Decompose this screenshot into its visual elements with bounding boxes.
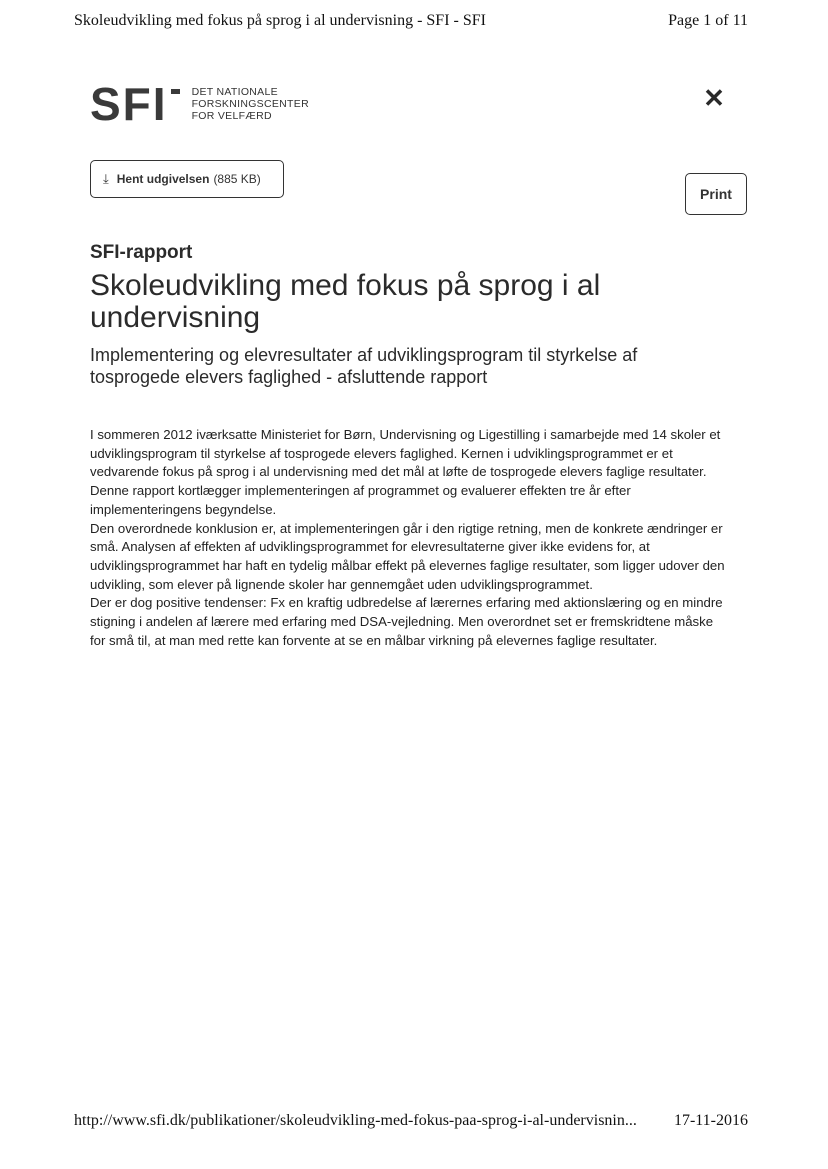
report-type: SFI-rapport <box>90 242 193 263</box>
print-footer-date: 17-11-2016 <box>673 1112 748 1129</box>
download-button[interactable] <box>90 160 284 198</box>
logo-bar <box>171 89 180 94</box>
download-icon: ⤓ <box>103 171 109 186</box>
print-header-page: Page 1 of 11 <box>668 12 748 29</box>
print-footer-url: http://www.sfi.dk/publikationer/skoleudvikling-med-fokus-paa-sprog-i-al-undervisnin... <box>74 1112 637 1129</box>
page-title: Skoleudvikling med fokus på sprog i al undervisning <box>90 269 601 334</box>
print-header-title: Skoleudvikling med fokus på sprog i al undervisning - SFI - SFI <box>74 12 486 29</box>
logo-text <box>192 86 309 122</box>
logo-line-2: FORSKNINGSCENTER <box>191 98 309 110</box>
logo-line-1: DET NATIONALE <box>191 86 278 98</box>
page-subtitle: Implementering og elevresultater af udviklingsprogram til styrkelse af tosprogede elevers faglighed - afsluttende rapport <box>90 345 638 387</box>
abstract-paragraph: I sommeren 2012 iværksatte Ministeriet for Børn, Undervisning og Ligestilling i samarbejde med 14 skoler et udviklingsprogram til styrkelse af tosprogede elevers faglighed. Kernen i udviklingsprogrammet er et vedvarende fokus på sprog i al undervisning med det mål at løfte de tosprogede elevers faglige resultater. <box>90 427 721 480</box>
abstract-paragraph: Der er dog positive tendenser: Fx en kraftig udbredelse af lærernes erfaring med aktionslæring og en mindre stigning i andelen af lærere med erfaring med DSA-vejledning. Men overordnet set er fremskridtene måske for små til, at man med rette kan forvente at se en målbar virkning på elevernes faglige resultater. <box>90 595 723 648</box>
print-header <box>74 12 748 30</box>
print-button[interactable]: Print <box>685 173 747 215</box>
logo-mark: SFI <box>90 78 168 130</box>
close-icon[interactable]: ✕ <box>703 83 725 113</box>
download-size: (885 KB) <box>213 172 261 186</box>
report-abstract <box>90 426 730 650</box>
logo-line-3: FOR VELFÆRD <box>191 110 272 122</box>
sfi-logo[interactable] <box>90 78 309 130</box>
abstract-paragraph: Denne rapport kortlægger implementeringen af programmet og evaluerer effekten tre år efter implementeringens begyndelse. <box>90 483 631 517</box>
abstract-paragraph: Den overordnede konklusion er, at implementeringen går i den rigtige retning, men de konkrete ændringer er små. Analysen af effekten af udviklingsprogrammet for elevresultaterne giver ikke evidens for, at udviklingsprogrammet har haft en tydelig målbar effekt på elevernes faglige resultater, som ligger udover den udvikling, som elever på lignende skoler har gennemgået uden udviklingsprogrammet. <box>90 520 725 592</box>
print-footer <box>74 1112 748 1130</box>
download-label: Hent udgivelsen <box>116 172 210 186</box>
